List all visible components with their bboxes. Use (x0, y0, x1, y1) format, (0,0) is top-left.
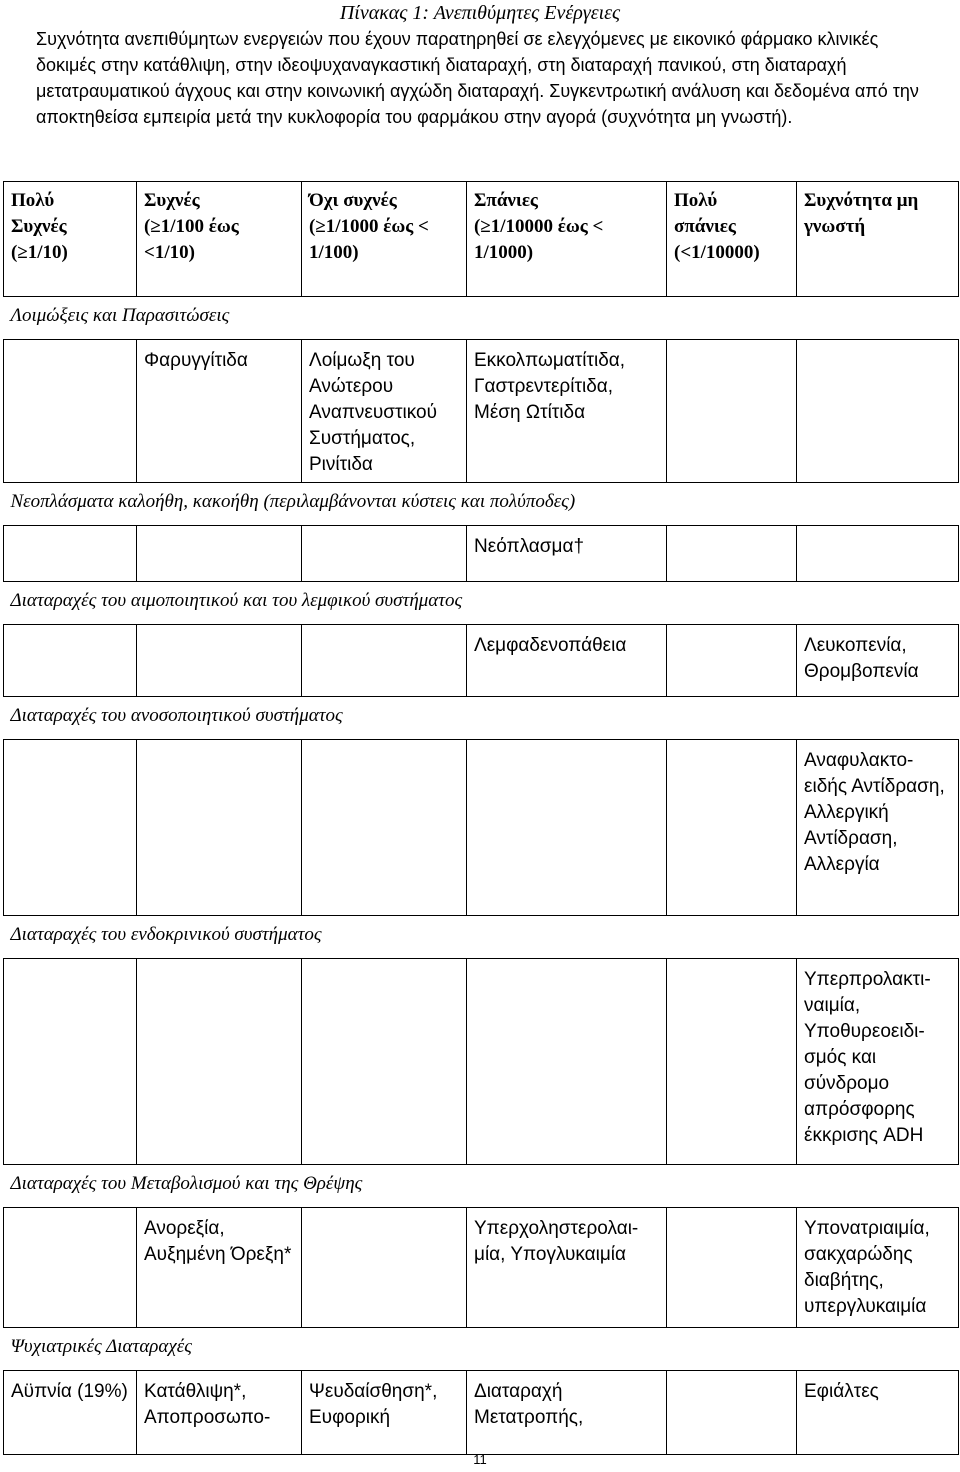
section-title: Διαταραχές του Μεταβολισμού και της Θρέψης (4, 1165, 959, 1208)
table-cell (667, 740, 797, 916)
table-row (4, 625, 959, 697)
table-cell (302, 526, 467, 582)
section-row (4, 582, 959, 625)
table-cell (137, 740, 302, 916)
section-title: Νεοπλάσματα καλοήθη, κακοήθη (περιλαμβάνονται κύστεις και πολύποδες) (4, 483, 959, 526)
table-row (4, 740, 959, 916)
table-row (4, 1371, 959, 1455)
table-row (4, 1208, 959, 1328)
table-cell (4, 1208, 137, 1328)
table-cell: Κατάθλιψη*, Αποπροσωπο- (137, 1371, 302, 1455)
table-cell: Εκκολπωματίτιδα, Γαστρεντερίτιδα, Μέση Ωτίτιδα (467, 340, 667, 483)
table-cell (4, 959, 137, 1165)
section-title: Ψυχιατρικές Διαταραχές (4, 1328, 959, 1371)
table-cell: Ψευδαίσθηση*, Ευφορική (302, 1371, 467, 1455)
section-row (4, 916, 959, 959)
table-cell (797, 526, 959, 582)
table-row (4, 526, 959, 582)
table-cell (302, 959, 467, 1165)
table-cell: Αναφυλακτο-ειδής Αντίδραση, Αλλεργική Αντίδραση, Αλλεργία (797, 740, 959, 916)
header-cell: Συχνότητα μη γνωστή (797, 182, 959, 297)
table-cell (667, 340, 797, 483)
table-row (4, 340, 959, 483)
table-cell: Λοίμωξη του Ανώτερου Αναπνευστικού Συστήματος, Ρινίτιδα (302, 340, 467, 483)
table-row (4, 959, 959, 1165)
header-cell: Συχνές (≥1/100 έως <1/10) (137, 182, 302, 297)
table-cell: Υπερχοληστερολαι-μία, Υπογλυκαιμία (467, 1208, 667, 1328)
table-cell (4, 625, 137, 697)
section-title: Διαταραχές του ενδοκρινικού συστήματος (4, 916, 959, 959)
header-cell: Σπάνιες (≥1/10000 έως < 1/1000) (467, 182, 667, 297)
section-row (4, 1165, 959, 1208)
table-cell (302, 740, 467, 916)
table-cell (667, 526, 797, 582)
table-cell (667, 625, 797, 697)
table-cell (667, 1208, 797, 1328)
adverse-reactions-table (3, 181, 959, 1455)
table-cell (137, 625, 302, 697)
header-cell: Όχι συχνές (≥1/1000 έως < 1/100) (302, 182, 467, 297)
section-title: Διαταραχές του αιμοποιητικού και του λεμφικού συστήματος (4, 582, 959, 625)
intro-paragraph: Συχνότητα ανεπιθύμητων ενεργειών που έχουν παρατηρηθεί σε ελεγχόμενες με εικονικό φάρμακο κλινικές δοκιμές στην κατάθλιψη, στην ιδεοψυχαναγκαστική διαταραχή, στη διαταραχή πανικού, στη διαταραχή μετατραυματικού άγχους και στην κοινωνική αγχώδη διαταραχή. Συγκεντρωτική ανάλυση και δεδομένα από την αποκτηθείσα εμπειρία μετά την κυκλοφορία του φαρμάκου στην αγορά (συχνότητα μη γνωστή). (36, 29, 919, 127)
header-cell: Πολύ Συχνές (≥1/10) (4, 182, 137, 297)
table-cell (137, 959, 302, 1165)
table-cell (137, 526, 302, 582)
table-cell: Λεμφαδενοπάθεια (467, 625, 667, 697)
table-cell (667, 959, 797, 1165)
table-cell (467, 740, 667, 916)
section-row (4, 697, 959, 740)
table-cell (302, 625, 467, 697)
table-cell: Ανορεξία, Αυξημένη Όρεξη* (137, 1208, 302, 1328)
section-title: Διαταραχές του ανοσοποιητικού συστήματος (4, 697, 959, 740)
section-title: Λοιμώξεις και Παρασιτώσεις (4, 297, 959, 340)
table-cell: Διαταραχή Μετατροπής, (467, 1371, 667, 1455)
table-cell: Φαρυγγίτιδα (137, 340, 302, 483)
table-cell: Νεόπλασμα† (467, 526, 667, 582)
header-row (4, 182, 959, 297)
table-caption: Πίνακας 1: Ανεπιθύμητες Ενέργειες (339, 2, 621, 24)
table-cell (467, 959, 667, 1165)
section-row (4, 297, 959, 340)
table-cell (4, 340, 137, 483)
section-row (4, 1328, 959, 1371)
table-cell: Λευκοπενία, Θρομβοπενία (797, 625, 959, 697)
table-cell (797, 340, 959, 483)
header-cell: Πολύ σπάνιες (<1/10000) (667, 182, 797, 297)
section-row (4, 483, 959, 526)
table-cell (667, 1371, 797, 1455)
table-cell (302, 1208, 467, 1328)
table-cell (4, 526, 137, 582)
table-cell: Υπερπρολακτι-ναιμία, Υποθυρεοειδι-σμός και σύνδρομο απρόσφορης έκκρισης ADH (797, 959, 959, 1165)
page-number: 11 (473, 1452, 487, 1467)
table-cell: Υπονατριαιμία, σακχαρώδης διαβήτης, υπεργλυκαιμία (797, 1208, 959, 1328)
table-cell: Αϋπνία (19%) (4, 1371, 137, 1455)
table-cell (4, 740, 137, 916)
table-cell: Εφιάλτες (797, 1371, 959, 1455)
